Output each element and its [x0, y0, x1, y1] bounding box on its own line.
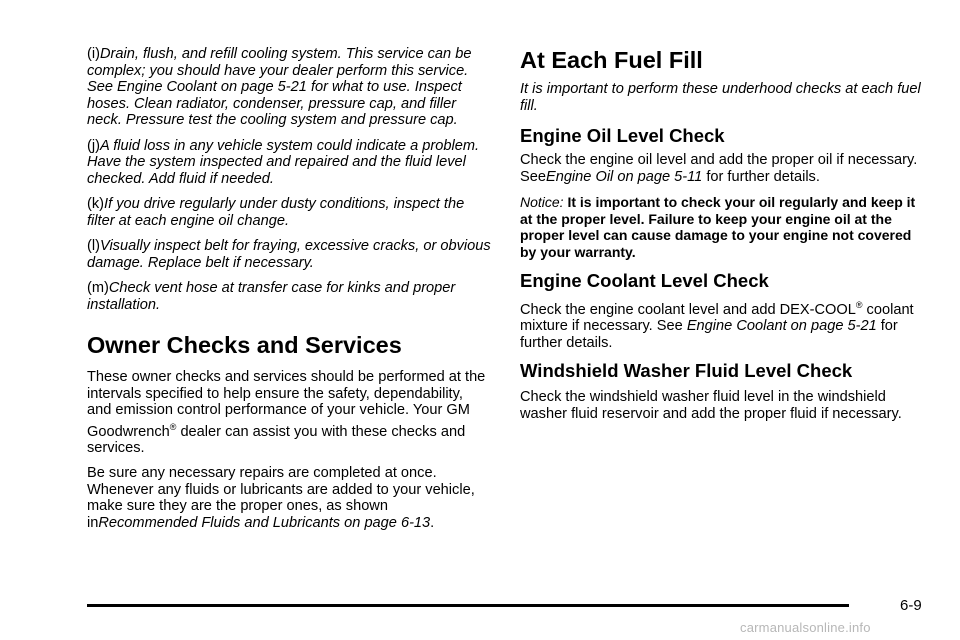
oil-level-heading: Engine Oil Level Check: [520, 125, 725, 146]
maintenance-item-l: (l)Visually inspect belt for fraying, excessive cracks, or obvious damage. Replace belt if necessary.: [87, 238, 491, 271]
page-number: 6-9: [900, 597, 922, 614]
oil-level-paragraph: Check the engine oil level and add the proper oil if necessary. SeeEngine Oil on page 5-11 for further details.: [520, 152, 918, 185]
maintenance-item-k: (k)If you drive regularly under dusty conditions, inspect the filter at each engine oil change.: [87, 196, 465, 229]
left-column: [87, 46, 491, 540]
maintenance-item-j: (j)A fluid loss in any vehicle system could indicate a problem. Have the system inspected and repaired and the fluid level checked. Add fluid if needed.: [87, 137, 480, 187]
maintenance-item-m: (m)Check vent hose at transfer case for kinks and proper installation.: [87, 280, 456, 313]
fuel-fill-heading: At Each Fuel Fill: [520, 47, 703, 73]
owner-checks-paragraph-2: Be sure any necessary repairs are completed at once. Whenever any fluids or lubricants are added to your vehicle, make sure they are the proper ones, as shown inRecommended Fluids and Lubricants on page 6-13.: [87, 465, 475, 531]
fuel-fill-intro: It is important to perform these underhood checks at each fuel fill.: [520, 81, 921, 114]
washer-fluid-heading: Windshield Washer Fluid Level Check: [520, 360, 853, 382]
notice-label: Notice:: [520, 194, 564, 210]
watermark: carmanualsonline.info: [740, 620, 871, 635]
washer-fluid-paragraph: Check the windshield washer fluid level in the windshield washer fluid reservoir and add the proper fluid if necessary.: [520, 389, 902, 422]
owner-checks-heading: Owner Checks and Services: [87, 332, 402, 358]
coolant-level-paragraph: Check the engine coolant level and add DEX-COOL® coolant mixture if necessary. See Engine Coolant on page 5-21 for further details.: [520, 300, 914, 351]
engine-coolant-reference-link[interactable]: Engine Coolant on page 5-21: [686, 318, 877, 335]
fluids-reference-link[interactable]: Recommended Fluids and Lubricants on page 6-13: [98, 514, 431, 531]
right-column: [520, 46, 930, 431]
owner-checks-paragraph-1: These owner checks and services should be performed at the intervals specified to help ensure the safety, dependability, and emission control performance of your vehicle. Your GM Goodwrench® dealer can assist you with these checks and services.: [87, 369, 486, 456]
footer-rule: [87, 604, 849, 607]
coolant-level-heading: Engine Coolant Level Check: [520, 270, 769, 291]
oil-notice: Notice: It is important to check your oil regularly and keep it at the proper level. Failure to keep your engine oil at the proper level can cause damage to your engine not covered by your warranty.: [520, 194, 916, 260]
engine-oil-reference-link[interactable]: Engine Oil on page 5-11: [545, 168, 703, 185]
maintenance-item-i: (i)Drain, flush, and refill cooling system. This service can be complex; you should have your dealer perform this service. See Engine Coolant on page 5-21 for what to use. Inspect hoses. Clean radiator, condenser, pressure cap, and filler neck. Pressure test the cooling system and pressure cap.: [87, 46, 472, 128]
